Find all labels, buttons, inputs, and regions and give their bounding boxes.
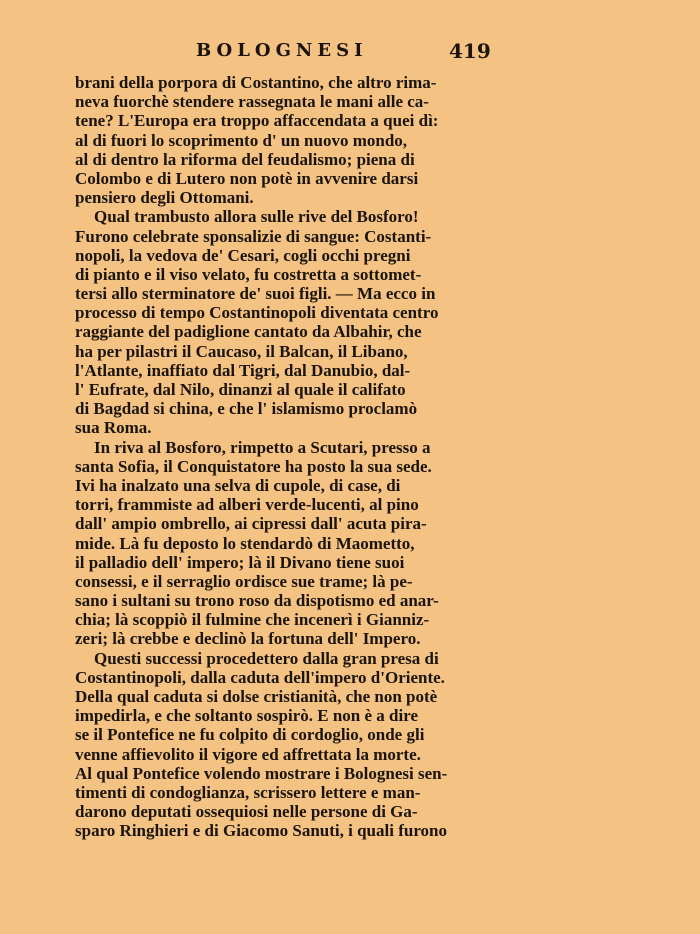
- text-line: di pianto e il viso velato, fu costretta a sottomet-: [75, 264, 422, 284]
- text-line: Colombo e di Lutero non potè in avvenire darsi: [75, 168, 419, 188]
- text-line: tersi allo sterminatore de' suoi figli. — Ma ecco in: [75, 284, 436, 304]
- text-line: tene? L'Europa era troppo affaccendata a quei dì:: [75, 111, 439, 131]
- text-line: processo di tempo Costantinopoli diventata centro: [75, 303, 439, 323]
- text-line: Furono celebrate sponsalizie di sangue: Costanti-: [75, 226, 432, 246]
- text-line: santa Sofia, il Conquistatore ha posto la sua sede.: [75, 456, 432, 476]
- text-line: nopoli, la vedova de' Cesari, cogli occhi pregni: [75, 245, 411, 265]
- running-title: BOLOGNESI: [196, 40, 368, 61]
- text-line: zeri; là crebbe e declinò la fortuna dell' Impero.: [75, 629, 421, 649]
- text-line: sano i sultani su trono roso da dispotismo ed anar-: [75, 591, 439, 611]
- text-line: torri, frammiste ad alberi verde-lucenti, al pino: [75, 495, 419, 515]
- text-line: mide. Là fu deposto lo stendardò di Maometto,: [75, 533, 415, 553]
- text-line: il palladio dell' impero; là il Divano tiene suoi: [75, 552, 405, 572]
- text-line: al di dentro la riforma del feudalismo; piena di: [75, 149, 415, 169]
- text-line: se il Pontefice ne fu colpito di cordoglio, onde gli: [75, 725, 425, 745]
- text-line: venne affievolito il vigore ed affrettata la morte.: [75, 744, 421, 764]
- text-line: Costantinopoli, dalla caduta dell'impero d'Oriente.: [75, 667, 445, 687]
- text-line: chia; là scoppiò il fulmine che incenerì i Gianniz-: [75, 610, 430, 630]
- body-text: [75, 73, 500, 841]
- text-line: sua Roma.: [75, 418, 152, 438]
- text-line: pensiero degli Ottomani.: [75, 188, 254, 208]
- text-line: Al qual Pontefice volendo mostrare i Bolognesi sen-: [75, 763, 448, 783]
- text-line: timenti di condoglianza, scrissero lettere e man-: [75, 782, 421, 802]
- text-line: raggiante del padiglione cantato da Albahir, che: [75, 322, 422, 342]
- text-line: consessi, e il serraglio ordisce sue trame; là pe-: [75, 571, 413, 591]
- text-line: l' Eufrate, dal Nilo, dinanzi al quale il califato: [75, 380, 406, 399]
- text-line: dall' ampio ombrello, ai cipressi dall' acuta pira-: [75, 514, 427, 534]
- text-line: di Bagdad si china, e che l' islamismo proclamò: [75, 399, 418, 419]
- text-line: impedirla, e che soltanto sospirò. E non è a dire: [75, 706, 418, 726]
- text-line: Ivi ha inalzato una selva di cupole, di case, di: [75, 475, 401, 495]
- text-line: In riva al Bosforo, rimpetto a Scutari, presso a: [94, 437, 431, 457]
- text-line: ha per pilastri il Caucaso, il Balcan, il Libano,: [75, 341, 408, 361]
- text-line: sparo Ringhieri e di Giacomo Sanuti, i quali furono: [75, 821, 448, 841]
- page-number: 419: [449, 39, 491, 63]
- text-line: neva fuorchè stendere rassegnata le mani alle ca-: [75, 92, 429, 112]
- text-line: darono deputati ossequiosi nelle persone di Ga-: [75, 802, 418, 822]
- page-header: [0, 40, 700, 68]
- text-line: Questi successi procedettero dalla gran presa di: [94, 648, 439, 668]
- text-line: al di fuori lo scoprimento d' un nuovo mondo,: [75, 130, 408, 150]
- text-line: brani della porpora di Costantino, che altro rima-: [75, 73, 437, 92]
- text-line: l'Atlante, inaffiato dal Tigri, dal Danubio, dal-: [75, 360, 411, 380]
- text-line: Qual trambusto allora sulle rive del Bosforo!: [94, 207, 419, 227]
- text-line: Della qual caduta si dolse cristianità, che non potè: [75, 687, 438, 706]
